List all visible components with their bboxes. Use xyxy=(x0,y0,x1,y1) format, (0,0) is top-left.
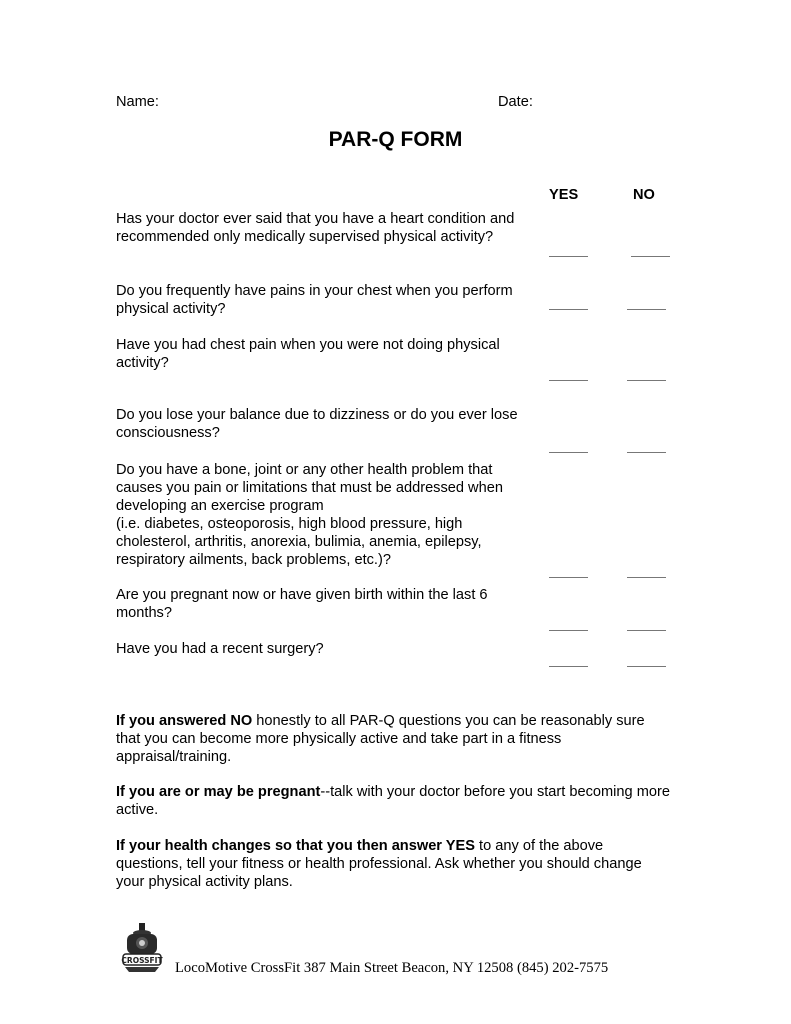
note-pregnant xyxy=(116,783,676,819)
question-chest-pain-rest: Have you had chest pain when you were not doing physical activity? xyxy=(116,337,500,371)
yes-answer-blank-3[interactable] xyxy=(549,380,588,381)
note-answered-no-bold: If you answered NO xyxy=(116,713,253,729)
no-answer-blank-6[interactable] xyxy=(627,630,666,631)
no-answer-blank-4[interactable] xyxy=(627,452,666,453)
yes-answer-blank-4[interactable] xyxy=(549,452,588,453)
question-bone-joint-examples: (i.e. diabetes, osteoporosis, high blood pressure, high cholesterol, arthritis, anorexia, bulimia, anemia, epilepsy, respiratory ailments, back problems, etc.)? xyxy=(116,516,482,568)
footer-contact: LocoMotive CrossFit 387 Main Street Beacon, NY 12508 (845) 202-7575 xyxy=(175,960,609,976)
note-health-changes xyxy=(116,837,661,891)
question-dizziness: Do you lose your balance due to dizziness or do you ever lose consciousness? xyxy=(116,407,518,441)
question-heart-condition: Has your doctor ever said that you have a heart condition and recommended only medically supervised physical activity? xyxy=(116,211,515,245)
question-pregnant: Are you pregnant now or have given birth within the last 6 months? xyxy=(116,587,488,621)
yes-answer-blank-7[interactable] xyxy=(549,666,588,667)
note-health-changes-text: to any of the above questions, tell your fitness or health professional. Ask whether you should change your physical activity plans. xyxy=(116,838,642,890)
yes-answer-blank-6[interactable] xyxy=(549,630,588,631)
note-health-changes-bold: If your health changes so that you then answer YES xyxy=(116,838,475,854)
locomotive-crossfit-logo xyxy=(119,921,165,973)
no-answer-blank-3[interactable] xyxy=(627,380,666,381)
no-answer-blank-7[interactable] xyxy=(627,666,666,667)
no-column-header: NO xyxy=(633,187,655,203)
note-answered-no xyxy=(116,712,661,766)
name-label: Name: xyxy=(116,94,159,110)
logo-text: CROSSFIT xyxy=(121,956,163,965)
note-pregnant-bold: If you are or may be pregnant xyxy=(116,784,321,800)
yes-answer-blank-1[interactable] xyxy=(549,256,588,257)
yes-answer-blank-5[interactable] xyxy=(549,577,588,578)
no-answer-blank-2[interactable] xyxy=(627,309,666,310)
no-answer-blank-5[interactable] xyxy=(627,577,666,578)
page-title: PAR-Q FORM xyxy=(328,128,463,151)
no-answer-blank-1[interactable] xyxy=(631,256,670,257)
question-chest-pain-activity: Do you frequently have pains in your chest when you perform physical activity? xyxy=(116,283,513,317)
note-pregnant-text: --talk with your doctor before you start becoming more active. xyxy=(116,784,670,818)
question-recent-surgery: Have you had a recent surgery? xyxy=(116,641,324,657)
note-answered-no-text: honestly to all PAR-Q questions you can be reasonably sure that you can become more physically active and take part in a fitness appraisal/training. xyxy=(116,713,645,765)
yes-answer-blank-2[interactable] xyxy=(549,309,588,310)
question-bone-joint: Do you have a bone, joint or any other health problem that causes you pain or limitations that must be addressed when developing an exercise program xyxy=(116,462,503,514)
date-label: Date: xyxy=(498,94,533,110)
yes-column-header: YES xyxy=(549,187,579,203)
